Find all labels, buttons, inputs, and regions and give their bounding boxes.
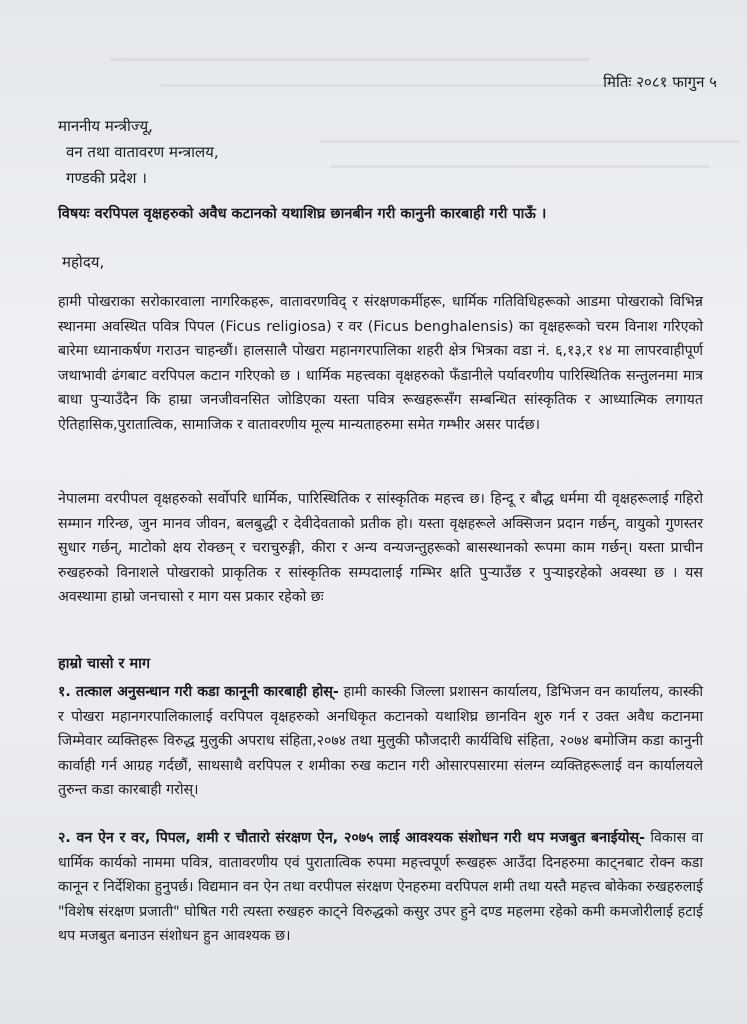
section-heading: हाम्रो चासो र माग	[58, 656, 151, 672]
recipient-line-3: गण्डकी प्रदेश ।	[66, 169, 147, 187]
demand-2	[58, 826, 703, 949]
recipient-block	[58, 113, 219, 191]
demand-1-body: हामी कास्की जिल्ला प्रशासन कार्यालय, डिभिजन वन कार्यालय, कास्की र पोखरा महानगरपालिकालाई वरपिपल वृक्षहरुको अनधिकृत कटानको यथाशिघ्र छानविन शुरु गर्न र उक्त अवैध कटानमा जिम्मेवार व्यक्तिहरू विरुद्ध मुलुकी अपराध संहिता,२०७४ तथा मुलुकी फौजदारी कार्यविधि संहिता, २०७४ बमोजिम कडा कानुनी कार्वाही गर्न आग्रह गर्दछौं, साथसाथै वरपिपल र शमीका रुख कटान गरी ओसारपसारमा संलग्न व्यक्तिहरूलाई वन कार्यालयले तुरुन्त कडा कारबाही गरोस्।	[58, 684, 703, 798]
bleed-through-line	[330, 165, 710, 168]
letter-date: मितिः २०८१ फागुन ५	[603, 73, 717, 91]
paragraph-intro: हामी पोखराका सरोकारवाला नागरिकहरू, वातावरणविद् र संरक्षणकर्मीहरू, धार्मिक गतिविधिहरूको आडमा पोखराको विभिन्न स्थानमा अवस्थित पवित्र पिपल (Ficus religiosa) र वर (Ficus benghalensis) का वृक्षहरूको चरम विनाश गरिएको बारेमा ध्यानाकर्षण गराउन चाहन्छौं। हालसालै पोखरा महानगरपालिका शहरी क्षेत्र भित्रका वडा नं. ६,१३,र १४ मा लापरवाहीपूर्ण जथाभावी ढंगबाट वरपिपल कटान गरिएको छ । धार्मिक महत्त्वका वृक्षहरुको फँडानीले पर्यावरणीय पारिस्थितिक सन्तुलनमा मात्र बाधा पुऱ्याउँदैन कि हाम्रा जनजीवनसित जोडिएका यस्ता पवित्र रूखहरूसँग सम्बन्धित सांस्कृतिक र आध्यात्मिक लगायत ऐतिहासिक,पुरातात्विक, सामाजिक र वातावरणीय मूल्य मान्यताहरुमा समेत गम्भीर असर पार्दछ।	[58, 294, 703, 433]
recipient-line-2: वन तथा वातावरण मन्त्रालय,	[66, 143, 219, 161]
bleed-through-line	[320, 140, 740, 143]
demand-2-body: विकास वा धार्मिक कार्यको नाममा पवित्र, वातावरणीय एवं पुरातात्विक रुपमा महत्त्वपूर्ण रूखहरू आउँदा दिनहरुमा काट्नबाट रोक्न कडा कानून र निर्देशिका हुनुपर्छ। विद्यमान वन ऐन तथा वरपीपल संरक्षण ऐनहरुमा वरपिपल शमी तथा यस्तै महत्त्व बोकेका रुखहरुलाई "विशेष संरक्षण प्रजाती" घोषित गरी त्यस्ता रुखहरु काट्ने विरुद्धको कसुर उपर हुने दण्ड महलमा रहेको कमी कमजोरीलाई हटाई थप मजबुत बनाउन संशोधन हुन आवश्यक छ।	[58, 830, 703, 944]
bleed-through-line	[110, 58, 590, 61]
recipient-line-1: माननीय मन्त्रीज्यू,	[58, 117, 153, 135]
paragraph-significance: नेपालमा वरपीपल वृक्षहरुको सर्वोपरि धार्मिक, पारिस्थितिक र सांस्कृतिक महत्त्व छ। हिन्दू र बौद्ध धर्ममा यी वृक्षहरूलाई गहिरो सम्मान गरिन्छ, जुन मानव जीवन, बलबुद्धी र देवीदेवताको प्रतीक हो। यस्ता वृक्षहरूले अक्सिजन प्रदान गर्छन्, वायुको गुणस्तर सुधार गर्छन्, माटोको क्षय रोक्छन् र चराचुरुङ्गी, कीरा र अन्य वन्यजन्तुहरूको बासस्थानको रूपमा काम गर्छन्। यस्ता प्राचीन रुखहरुको विनाशले पोखराको प्राकृतिक र सांस्कृतिक सम्पदालाई गम्भिर क्षति पुऱ्याउँछ र पुऱ्याइरहेको अवस्था छ । यस अवस्थामा हाम्रो जनचासो र माग यस प्रकार रहेको छः	[58, 491, 703, 605]
demand-1	[58, 680, 703, 803]
bleed-through-line	[160, 84, 680, 87]
demand-1-lead: १. तत्काल अनुसन्धान गरी कडा कानूनी कारबाही होस्-	[58, 684, 339, 700]
salutation: महोदय,	[62, 253, 105, 271]
letter-subject: विषयः वरपिपल वृक्षहरुको अवैध कटानको यथाशिघ्र छानबीन गरी कानुनी कारबाही गरी पाऊँ ।	[58, 206, 547, 222]
demand-2-lead: २. वन ऐन र वर, पिपल, शमी र चौतारो संरक्षण ऐन, २०७५ लाई आवश्यक संशोधन गरी थप मजबुत बनाईयोस्-	[58, 830, 646, 846]
